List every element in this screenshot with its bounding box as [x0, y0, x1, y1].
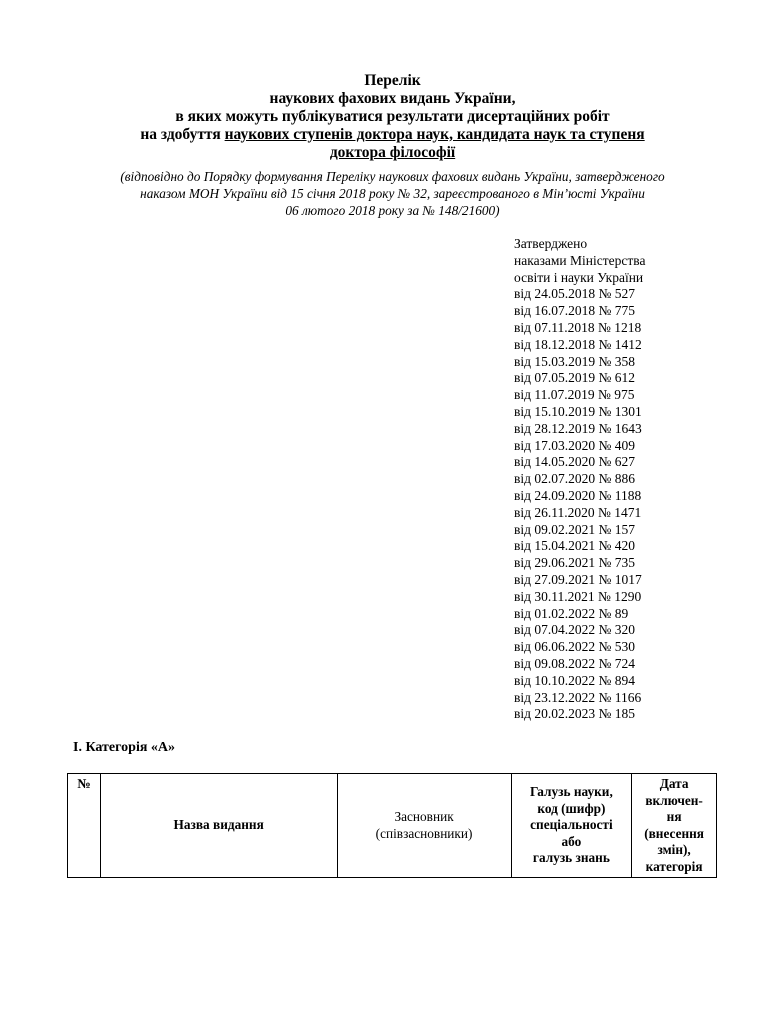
header-text-line: спеціальності: [530, 817, 613, 833]
title-line: [60, 144, 725, 162]
column-header-date: [632, 774, 717, 878]
header-text-line: категорія: [645, 858, 703, 874]
column-header-founder: [337, 774, 511, 878]
approval-block: [514, 236, 734, 723]
header-text-line: Дата: [659, 776, 689, 791]
title-line-prefix: на здобуття: [140, 126, 225, 143]
header-text-line: Засновник: [394, 809, 454, 824]
header-text-line: галузь знань: [532, 850, 610, 866]
approval-order: від 17.03.2020 № 409: [514, 437, 635, 453]
approval-order: від 07.04.2022 № 320: [514, 622, 635, 638]
title-line-underlined: доктора філософії: [329, 144, 456, 161]
title-line: в яких можуть публікуватися результати дисертаційних робіт: [175, 108, 610, 125]
approval-order: від 01.02.2022 № 89: [514, 605, 629, 621]
header-text-line: (внесення: [644, 825, 705, 841]
approval-order: від 09.08.2022 № 724: [514, 655, 635, 671]
approval-order: від 07.11.2018 № 1218: [514, 319, 642, 335]
approval-order: від 30.11.2021 № 1290: [514, 588, 642, 604]
approval-order: від 15.04.2021 № 420: [514, 538, 635, 554]
subtitle-line: наказом МОН України від 15 січня 2018 року № 32, зареєстрованого в Мін’юсті України: [140, 186, 645, 201]
approval-order: від 06.06.2022 № 530: [514, 639, 635, 655]
column-header-field: [511, 774, 632, 878]
approval-order: від 11.07.2019 № 975: [514, 387, 635, 403]
header-text-line: код (шифр): [537, 800, 606, 816]
approval-order: від 28.12.2019 № 1643: [514, 420, 642, 436]
journals-table-header: [67, 773, 717, 878]
header-text-line: включен-: [645, 792, 703, 808]
approval-order: від 15.03.2019 № 358: [514, 353, 635, 369]
title-line: [60, 126, 725, 144]
title-line-underlined: наукових ступенів доктора наук, кандидата наук та ступеня: [224, 126, 645, 143]
title-line: Перелік: [364, 72, 421, 89]
header-text-line: Галузь науки,: [530, 784, 613, 800]
subtitle-line: 06 лютого 2018 року за № 148/21600): [285, 203, 500, 218]
approval-order: від 09.02.2021 № 157: [514, 521, 635, 537]
approval-order: від 02.07.2020 № 886: [514, 471, 635, 487]
header-text-line: (співзасновники): [375, 825, 473, 841]
approval-order: від 10.10.2022 № 894: [514, 672, 635, 688]
column-header-number: №: [68, 774, 101, 878]
approval-order: від 14.05.2020 № 627: [514, 454, 635, 470]
approval-order: від 26.11.2020 № 1471: [514, 504, 642, 520]
document-subtitle: [60, 168, 725, 219]
header-text-line: ня: [666, 809, 682, 824]
approval-order: від 18.12.2018 № 1412: [514, 336, 642, 352]
approval-header-line: освіти і науки України: [514, 269, 644, 285]
approval-order: від 24.05.2018 № 527: [514, 286, 635, 302]
approval-order: від 27.09.2021 № 1017: [514, 571, 642, 587]
header-text-line: змін),: [657, 842, 691, 857]
title-line: наукових фахових видань України,: [269, 90, 516, 107]
approval-order: від 07.05.2019 № 612: [514, 370, 635, 386]
approval-order: від 15.10.2019 № 1301: [514, 403, 642, 419]
column-header-title: Назва видання: [100, 774, 337, 878]
approval-order: від 23.12.2022 № 1166: [514, 689, 642, 705]
approval-header-line: наказами Міністерства: [514, 252, 646, 268]
approval-order: від 16.07.2018 № 775: [514, 303, 635, 319]
subtitle-line: (відповідно до Порядку формування Переліку наукових фахових видань України, затвердженого: [120, 169, 665, 184]
approval-order: від 20.02.2023 № 185: [514, 706, 635, 722]
table-header-row: [68, 774, 717, 878]
header-text-line: або: [561, 833, 582, 849]
approval-order: від 24.09.2020 № 1188: [514, 487, 642, 503]
approval-header-line: Затверджено: [514, 236, 588, 251]
document-title: [60, 72, 725, 162]
category-heading: I. Категорія «А»: [73, 740, 176, 755]
approval-order: від 29.06.2021 № 735: [514, 555, 635, 571]
